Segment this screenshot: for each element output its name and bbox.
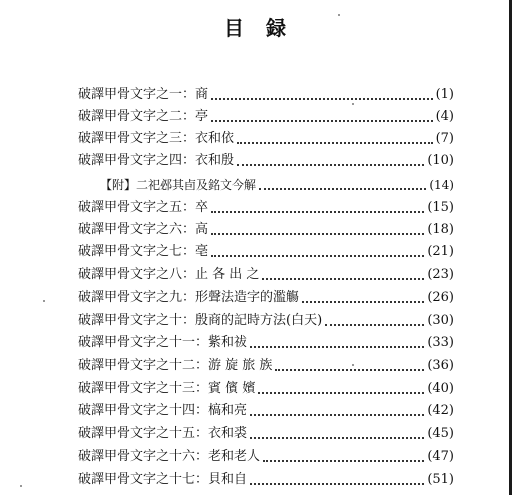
toc-entry-label: 破譯甲骨文字之五：卒 [78,200,209,215]
scan-speck [20,485,22,487]
dot-leader [250,345,424,348]
scan-speck [338,14,340,16]
dot-leader [275,368,424,371]
toc-entry-label: 破譯甲骨文字之一：商 [78,87,209,102]
dot-leader [250,482,424,485]
toc-entry-page: (7) [435,131,454,146]
toc-entry [78,150,454,172]
toc-entry-page: (30) [427,313,454,328]
toc-entry-label: 破譯甲骨文字之十七：貝和自 [78,472,248,487]
dot-leader [237,141,433,144]
toc-entry-label: 破譯甲骨文字之十三：賓 儐 嬪 [78,381,256,396]
toc-entry-page: (15) [427,200,454,215]
toc-entry-page: (45) [427,426,454,441]
toc-entry [78,469,454,491]
toc-entry-label: 【附】二祀邲其卣及銘文今解 [100,178,257,192]
toc-entry-page: (23) [427,267,454,282]
toc-entry-label: 破譯甲骨文字之十一：紫和祓 [78,335,248,350]
toc-entry-page: (4) [435,109,454,124]
toc-entry-page: (21) [427,244,454,259]
toc-entry [78,197,454,219]
toc-entry-page: (42) [427,403,454,418]
toc-entry-page: (36) [427,358,454,373]
toc-entry-appendix [100,174,454,196]
toc-entry [78,332,454,354]
dot-leader [211,254,424,257]
dot-leader [259,187,426,190]
toc-entry [78,106,454,128]
toc-entry-page: (33) [427,335,454,350]
toc-entry-label: 破譯甲骨文字之七：亳 [78,244,209,259]
dot-leader [211,97,433,100]
toc-entry-label: 破譯甲骨文字之九：形聲法造字的濫觴 [78,290,300,305]
dot-leader [237,163,424,166]
toc-entry-label: 破譯甲骨文字之六：高 [78,222,209,237]
toc-entry-page: (14) [429,178,454,192]
toc-entry [78,355,454,377]
toc-entry-label: 破譯甲骨文字之十二：游 旋 旅 族 [78,358,273,373]
toc-entry-label: 破譯甲骨文字之四：衣和殷 [78,153,235,168]
toc-entry [78,423,454,445]
page-title [0,12,512,41]
toc-entry-page: (51) [427,472,454,487]
toc-entry-page: (26) [427,290,454,305]
dot-leader [263,459,424,462]
toc-entry-page: (47) [427,449,454,464]
scan-speck [43,300,45,302]
dot-leader [325,323,424,326]
toc-entry [78,264,454,286]
title-char-1: 目 [224,16,246,40]
toc-entry [78,400,454,422]
toc-entry-label: 破譯甲骨文字之十：殷商的記時方法(白天) [78,313,323,328]
dot-leader [211,232,424,235]
dot-leader [302,300,424,303]
toc-entry [78,219,454,241]
dot-leader [211,119,433,122]
toc-entry [78,446,454,468]
toc-entry [78,128,454,150]
scan-speck [352,364,354,366]
dot-leader [258,391,424,394]
toc-entry [78,378,454,400]
toc-entry-label: 破譯甲骨文字之十四：槁和亮 [78,403,248,418]
toc-entry [78,287,454,309]
dot-leader [262,277,424,280]
toc-entry-page: (18) [427,222,454,237]
toc-entry-label: 破譯甲骨文字之三：衣和依 [78,131,235,146]
toc-entry [78,84,454,106]
dot-leader [211,210,424,213]
title-char-2: 録 [266,16,288,40]
toc-entry-label: 破譯甲骨文字之八：止 各 出 之 [78,267,260,282]
toc-entry-label: 破譯甲骨文字之二：亭 [78,109,209,124]
dot-leader [250,413,424,416]
toc-entry-label: 破譯甲骨文字之十六：老和老人 [78,449,261,464]
toc-entry-page: (40) [427,381,454,396]
toc-entry-page: (1) [435,87,454,102]
toc-entry [78,310,454,332]
scan-speck [352,103,354,105]
toc-entry-label: 破譯甲骨文字之十五：衣和裘 [78,426,248,441]
toc-entry [78,241,454,263]
dot-leader [250,436,424,439]
toc-entry-page: (10) [427,153,454,168]
